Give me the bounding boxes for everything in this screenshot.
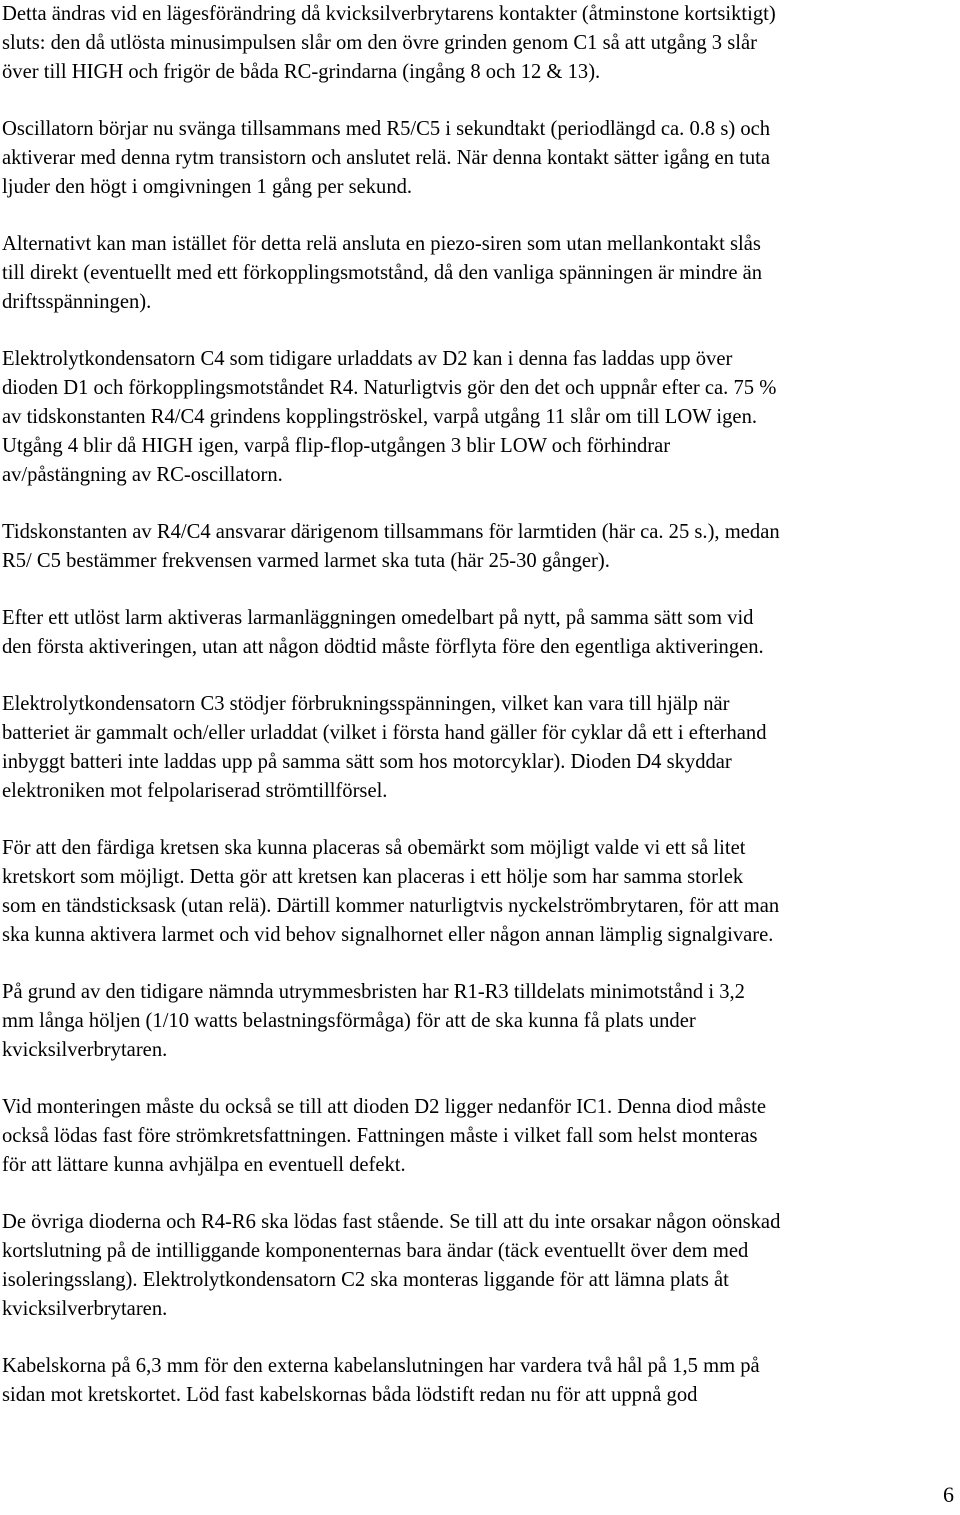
- text-line: dioden D1 och förkopplingsmotståndet R4. Naturligtvis gör den det och uppnår efter ca. 75 %: [2, 377, 777, 399]
- text-line: Elektrolytkondensatorn C3 stödjer förbrukningsspänningen, vilket kan vara till hjälp när: [2, 693, 730, 715]
- paragraph: [2, 0, 958, 87]
- text-line: R5/ C5 bestämmer frekvensen varmed larmet ska tuta (här 25-30 gånger).: [2, 550, 610, 572]
- text-line: Alternativt kan man istället för detta relä ansluta en piezo-siren som utan mellankontakt slås: [2, 233, 761, 255]
- page-number: 6: [943, 1482, 954, 1507]
- text-line: till direkt (eventuellt med ett förkopplingsmotstånd, då den vanliga spänningen är mindre än: [2, 262, 763, 284]
- text-line: De övriga dioderna och R4-R6 ska lödas fast stående. Se till att du inte orsakar någon oönskad: [2, 1211, 781, 1233]
- text-line: Tidskonstanten av R4/C4 ansvarar därigenom tillsammans för larmtiden (här ca. 25 s.), medan: [2, 521, 780, 543]
- text-line: ljuder den högt i omgivningen 1 gång per sekund.: [2, 176, 413, 198]
- text-line: som en tändsticksask (utan relä). Därtill kommer naturligtvis nyckelströmbrytaren, för att man: [2, 895, 780, 917]
- paragraph: [2, 115, 958, 202]
- paragraph: [2, 345, 958, 490]
- text-line: Vid monteringen måste du också se till att dioden D2 ligger nedanför IC1. Denna diod måste: [2, 1096, 766, 1118]
- text-line: av tidskonstanten R4/C4 grindens kopplingströskel, varpå utgång 11 slår om till LOW igen.: [2, 406, 758, 428]
- text-line: Detta ändras vid en lägesförändring då kvicksilverbrytarens kontakter (åtminstone kortsiktigt): [2, 3, 776, 25]
- paragraph: [2, 1352, 958, 1410]
- text-line: isoleringsslang). Elektrolytkondensatorn C2 ska monteras liggande för att lämna plats åt: [2, 1269, 729, 1291]
- text-line: inbyggt batteri inte laddas upp på samma sätt som hos motorcyklar). Dioden D4 skyddar: [2, 751, 732, 773]
- text-line: Efter ett utlöst larm aktiveras larmanläggningen omedelbart på nytt, på samma sätt som vid: [2, 607, 754, 629]
- text-line: driftsspänningen).: [2, 291, 152, 313]
- text-line: över till HIGH och frigör de båda RC-grindarna (ingång 8 och 12 & 13).: [2, 61, 601, 83]
- text-line: sidan mot kretskortet. Löd fast kabelskornas båda lödstift redan nu för att uppnå god: [2, 1384, 698, 1406]
- text-line: av/påstängning av RC-oscillatorn.: [2, 464, 283, 486]
- paragraph: [2, 690, 958, 806]
- text-line: för att lättare kunna avhjälpa en eventuell defekt.: [2, 1154, 406, 1176]
- paragraph: [2, 230, 958, 317]
- text-line: Kabelskorna på 6,3 mm för den externa kabelanslutningen har vardera två hål på 1,5 mm på: [2, 1355, 760, 1377]
- text-line: elektroniken mot felpolariserad strömtillförsel.: [2, 780, 388, 802]
- text-line: batteriet är gammalt och/eller urladdat (vilket i första hand gäller för cyklar då ett i efterhand: [2, 722, 767, 744]
- paragraph: [2, 834, 958, 950]
- text-line: den första aktiveringen, utan att någon dödtid måste förflyta före den egentliga aktiveringen.: [2, 636, 764, 658]
- paragraph: [2, 518, 958, 576]
- text-line: kvicksilverbrytaren.: [2, 1298, 168, 1320]
- paragraph: [2, 978, 958, 1065]
- text-line: Utgång 4 blir då HIGH igen, varpå flip-flop-utgången 3 blir LOW och förhindrar: [2, 435, 671, 457]
- text-line: Elektrolytkondensatorn C4 som tidigare urladdats av D2 kan i denna fas laddas upp över: [2, 348, 733, 370]
- text-line: På grund av den tidigare nämnda utrymmesbristen har R1-R3 tilldelats minimotstånd i 3,2: [2, 981, 745, 1003]
- text-line: sluts: den då utlösta minusimpulsen slår om den övre grinden genom C1 så att utgång 3 slår: [2, 32, 757, 54]
- text-line: kvicksilverbrytaren.: [2, 1039, 168, 1061]
- paragraph: [2, 604, 958, 662]
- text-line: Oscillatorn börjar nu svänga tillsammans med R5/C5 i sekundtakt (periodlängd ca. 0.8 s) och: [2, 118, 771, 140]
- text-line: också lödas fast före strömkretsfattningen. Fattningen måste i vilket fall som helst monteras: [2, 1125, 758, 1147]
- text-line: aktiverar med denna rytm transistorn och anslutet relä. När denna kontakt sätter igång en tuta: [2, 147, 770, 169]
- document-page: [2, 0, 958, 1515]
- text-line: kortslutning på de intilliggande komponenternas bara ändar (täck eventuellt över dem med: [2, 1240, 749, 1262]
- text-line: ska kunna aktivera larmet och vid behov signalhornet eller någon annan lämplig signalgivare.: [2, 924, 774, 946]
- text-line: mm långa höljen (1/10 watts belastningsförmåga) för att de ska kunna få plats under: [2, 1010, 696, 1032]
- text-line: För att den färdiga kretsen ska kunna placeras så obemärkt som möjligt valde vi ett så litet: [2, 837, 746, 859]
- paragraph: [2, 1093, 958, 1180]
- document-body: [2, 0, 958, 1410]
- paragraph: [2, 1208, 958, 1324]
- text-line: kretskort som möjligt. Detta gör att kretsen kan placeras i ett hölje som har samma storlek: [2, 866, 744, 888]
